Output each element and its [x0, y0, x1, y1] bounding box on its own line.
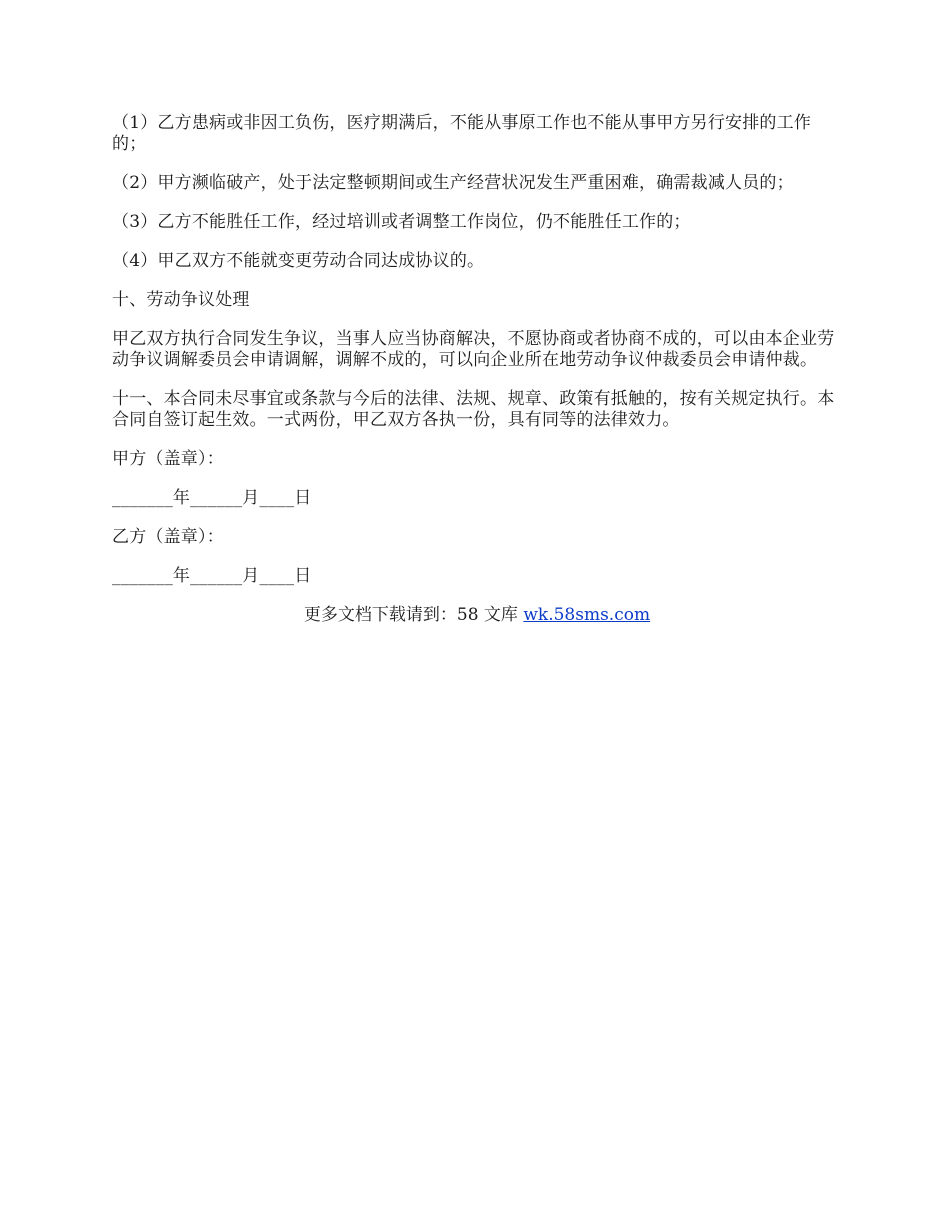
- footer-prefix: 更多文档下载请到：58 文库: [303, 605, 524, 625]
- section-heading-dispute: 十、劳动争议处理: [112, 290, 250, 310]
- clause-4: （4）甲乙双方不能就变更劳动合同达成协议的。: [112, 251, 485, 271]
- clause-2: （2）甲方濒临破产，处于法定整顿期间或生产经营状况发生严重困难，确需裁减人员的；: [112, 173, 794, 193]
- document-body: [112, 113, 840, 626]
- download-footer: [152, 605, 802, 626]
- party-b-seal-label: 乙方（盖章）：: [112, 527, 224, 547]
- party-a-date-line: _______年______月____日: [112, 488, 312, 508]
- section-eleven-paragraph: 十一、本合同未尽事宜或条款与今后的法律、法规、规章、政策有抵触的，按有关规定执行。本合同自签订起生效。一式两份，甲乙双方各执一份，具有同等的法律效力。: [112, 389, 835, 430]
- dispute-paragraph: 甲乙双方执行合同发生争议，当事人应当协商解决，不愿协商或者协商不成的，可以由本企业劳动争议调解委员会申请调解，调解不成的，可以向企业所在地劳动争议仲裁委员会申请仲裁。: [112, 329, 835, 370]
- party-a-seal-label: 甲方（盖章）：: [112, 449, 224, 469]
- clause-3: （3）乙方不能胜任工作，经过培训或者调整工作岗位，仍不能胜任工作的；: [112, 212, 691, 232]
- footer-link[interactable]: wk.58sms.com: [523, 605, 651, 625]
- clause-1: （1）乙方患病或非因工负伤，医疗期满后，不能从事原工作也不能从事甲方另行安排的工作的；: [112, 113, 812, 154]
- party-b-date-line: _______年______月____日: [112, 566, 312, 586]
